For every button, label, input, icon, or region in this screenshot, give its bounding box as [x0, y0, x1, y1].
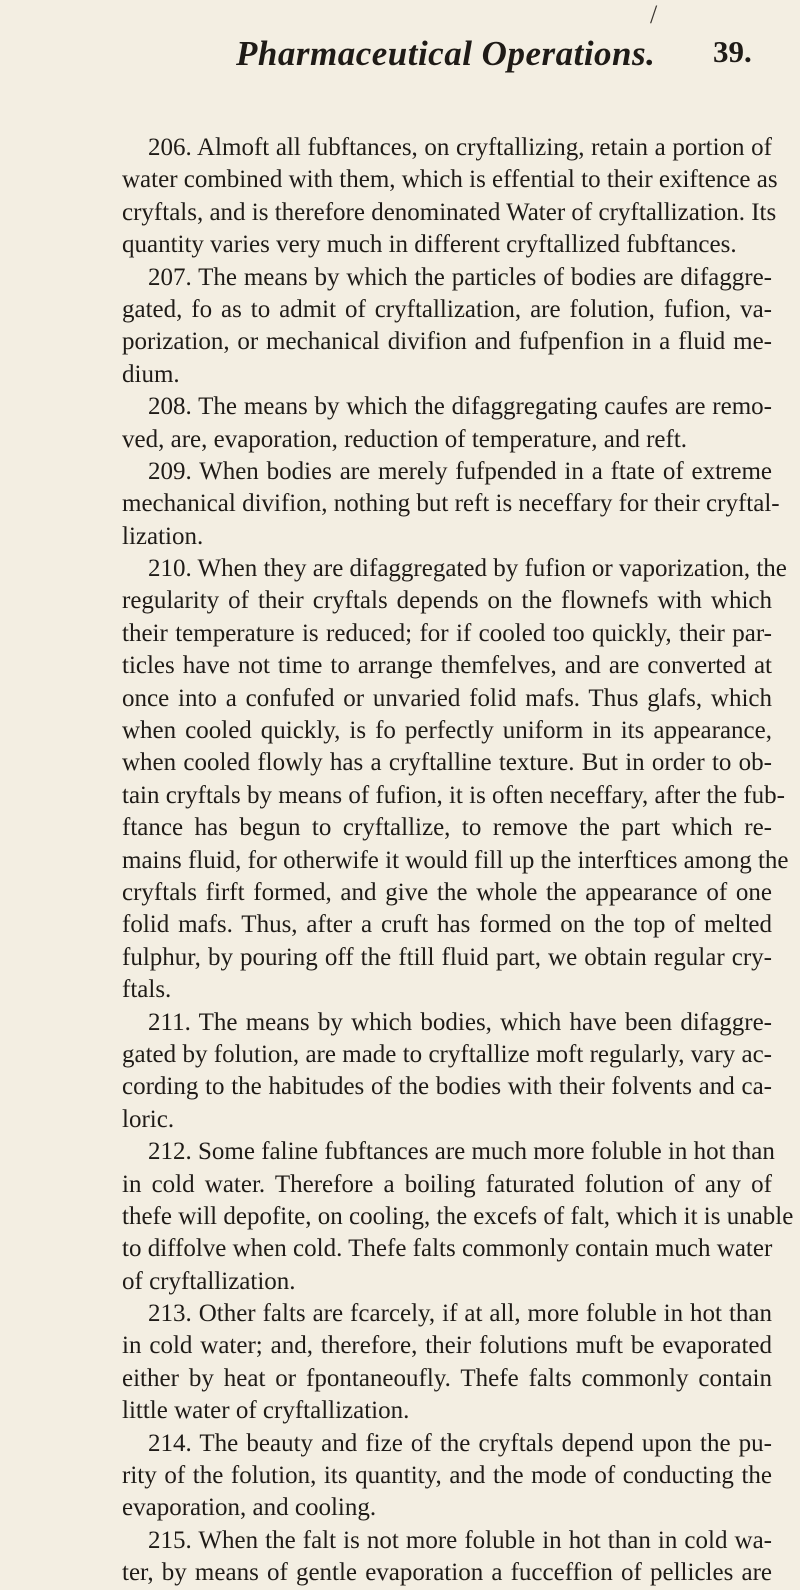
text-line: quantity varies very much in different cryftallized fubftances. — [122, 231, 737, 259]
text-line: 207. The means by which the particles of bodies are difaggre- — [148, 263, 772, 291]
running-head: Pharmaceutical Operations. — [236, 34, 656, 73]
text-line: rity of the folution, its quantity, and the mode of conducting the — [122, 1462, 772, 1490]
text-line: either by heat or fpontaneoufly. Thefe falts commonly contain — [122, 1364, 772, 1392]
text-line: in cold water; and, therefore, their folutions muft be evaporated — [122, 1332, 772, 1360]
text-line: regularity of their cryftals depends on the flownefs with which — [122, 587, 772, 615]
body-text — [122, 132, 794, 1590]
text-line: their temperature is reduced; for if cooled too quickly, their par- — [122, 619, 772, 647]
text-line: thefe will depofite, on cooling, the excefs of falt, which it is unable — [122, 1202, 794, 1230]
text-line: 212. Some faline fubftances are much more foluble in hot than — [148, 1138, 775, 1166]
text-line: gated by folution, are made to cryftallize moft regularly, vary ac- — [122, 1040, 772, 1068]
text-line: cryftals, and is therefore denominated Water of cryftallization. Its — [122, 198, 777, 226]
text-line: lization. — [122, 522, 204, 550]
text-line: evaporation, and cooling. — [122, 1494, 377, 1522]
margin-mark: / — [650, 0, 658, 29]
text-line: in cold water. Therefore a boiling faturated folution of any of — [122, 1170, 772, 1198]
text-line: 211. The means by which bodies, which have been difaggre- — [148, 1008, 772, 1036]
text-line: once into a confufed or unvaried folid mafs. Thus glafs, which — [122, 684, 772, 712]
text-line: porization, or mechanical divifion and fufpenfion in a fluid me- — [122, 328, 772, 356]
text-line: 215. When the falt is not more foluble in hot than in cold wa- — [148, 1526, 772, 1554]
text-line: ftance has begun to cryftallize, to remove the part which re- — [122, 814, 772, 842]
text-line: water combined with them, which is effential to their exiftence as — [122, 166, 778, 194]
text-line: dium. — [122, 360, 180, 388]
text-line: tain cryftals by means of fufion, it is often neceffary, after the fub- — [122, 781, 785, 809]
text-line: 208. The means by which the difaggregating caufes are remo- — [148, 393, 772, 421]
text-line: 210. When they are difaggregated by fufion or vaporization, the — [148, 555, 787, 583]
page-number: 39. — [713, 34, 752, 69]
text-line: mains fluid, for otherwife it would fill up the interftices among the — [122, 846, 789, 874]
text-line: fulphur, by pouring off the ftill fluid part, we obtain regular cry- — [122, 943, 772, 971]
text-line: 214. The beauty and fize of the cryftals depend upon the pu- — [148, 1429, 772, 1457]
text-line: to diffolve when cold. Thefe falts commonly contain much water — [122, 1235, 773, 1263]
text-line: ter, by means of gentle evaporation a fucceffion of pellicles are — [122, 1559, 772, 1587]
text-line: loric. — [122, 1105, 175, 1133]
text-line: ticles have not time to arrange themfelves, and are converted at — [122, 652, 772, 680]
text-line: gated, fo as to admit of cryftallization, are folution, fufion, va- — [122, 295, 772, 323]
text-line: of cryftallization. — [122, 1267, 296, 1295]
text-line: 209. When bodies are merely fufpended in a ftate of extreme — [148, 457, 772, 485]
text-line: 213. Other falts are fcarcely, if at all, more foluble in hot than — [148, 1300, 772, 1328]
text-line: ved, are, evaporation, reduction of temperature, and reft. — [122, 425, 688, 453]
text-line: folid mafs. Thus, after a cruft has formed on the top of melted — [122, 911, 772, 939]
text-line: when cooled quickly, is fo perfectly uniform in its appearance, — [122, 717, 772, 745]
text-line: little water of cryftallization. — [122, 1397, 410, 1425]
text-line: cryftals firft formed, and give the whole the appearance of one — [122, 878, 772, 906]
text-line: cording to the habitudes of the bodies with their folvents and ca- — [122, 1073, 772, 1101]
text-line: when cooled flowly has a cryftalline texture. But in order to ob- — [122, 749, 772, 777]
text-line: ftals. — [122, 976, 172, 1004]
text-line: 206. Almoft all fubftances, on cryftallizing, retain a portion of — [148, 134, 772, 161]
text-line: mechanical divifion, nothing but reft is neceffary for their cryftal- — [122, 490, 780, 518]
